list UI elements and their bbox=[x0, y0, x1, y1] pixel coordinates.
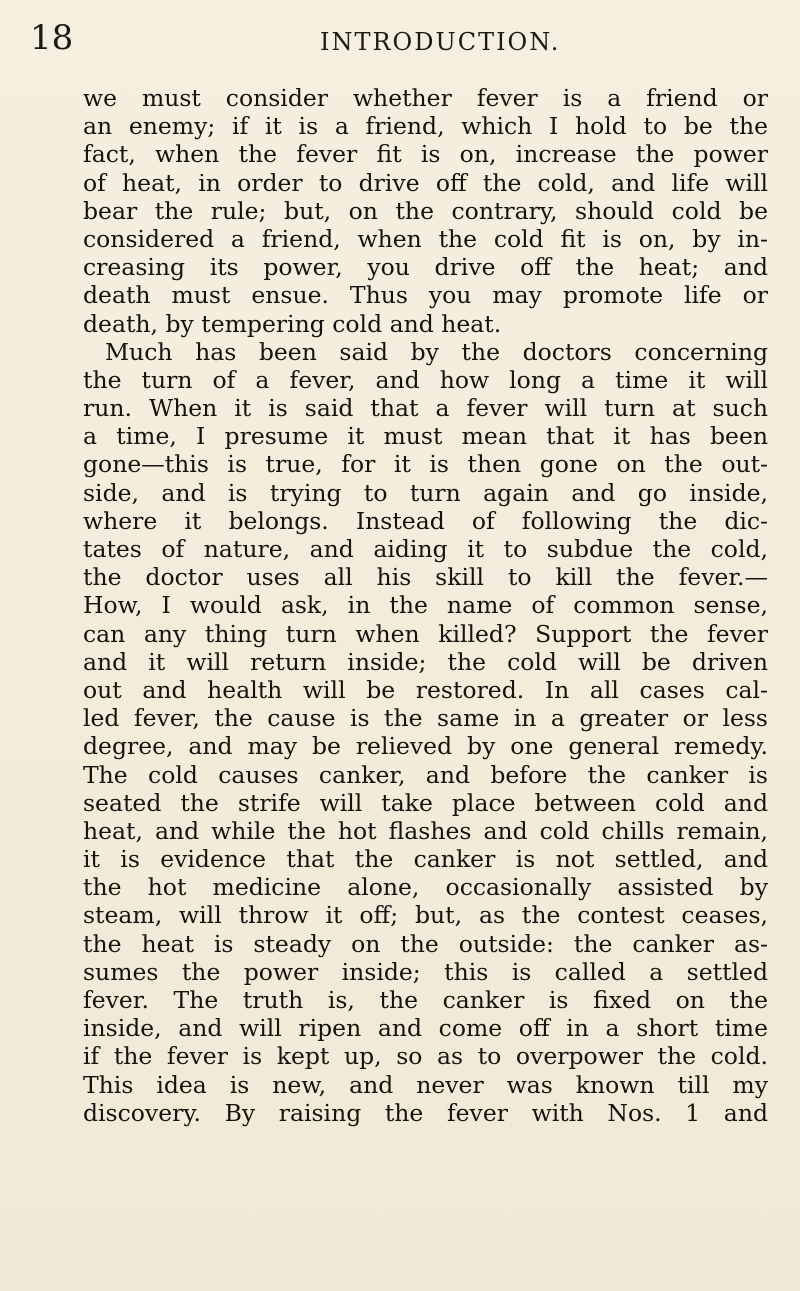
text-line: death must ensue. Thus you may promote life or bbox=[83, 281, 768, 310]
text-line: The cold causes canker, and before the canker is bbox=[83, 760, 768, 789]
text-line: and it will return inside; the cold will be driven bbox=[83, 647, 768, 676]
text-line: a time, I presume it must mean that it has been bbox=[83, 422, 768, 451]
text-line: seated the strife will take place between cold and bbox=[83, 788, 768, 817]
text-line: degree, and may be relieved by one general remedy. bbox=[83, 732, 768, 761]
text-line: can any thing turn when killed? Support the fever bbox=[83, 619, 768, 648]
text-line: How, I would ask, in the name of common sense, bbox=[83, 591, 768, 620]
text-line: led fever, the cause is the same in a greater or less bbox=[83, 704, 768, 733]
text-line: fact, when the fever fit is on, increase the power bbox=[83, 140, 768, 169]
text-line: fever. The truth is, the canker is fixed on the bbox=[83, 986, 768, 1014]
body-text bbox=[83, 84, 768, 1127]
text-line: if the fever is kept up, so as to overpower the cold. bbox=[83, 1042, 768, 1071]
text-line: side, and is trying to turn again and go inside, bbox=[83, 478, 768, 507]
text-line: of heat, in order to drive off the cold, and life will bbox=[83, 168, 768, 197]
text-line: run. When it is said that a fever will turn at such bbox=[83, 394, 768, 423]
text-line: considered a friend, when the cold fit is on, by in- bbox=[83, 224, 768, 253]
page-number: 18 bbox=[30, 18, 74, 58]
text-line: sumes the power inside; this is called a settled bbox=[83, 957, 768, 986]
text-line: an enemy; if it is a friend, which I hold to be the bbox=[83, 112, 768, 141]
text-line: tates of nature, and aiding it to subdue the cold, bbox=[83, 535, 768, 563]
text-line: the turn of a fever, and how long a time it will bbox=[83, 365, 768, 394]
text-line: bear the rule; but, on the contrary, should cold be bbox=[83, 196, 768, 225]
page-header bbox=[30, 18, 770, 58]
text-line: where it belongs. Instead of following the dic- bbox=[83, 506, 768, 535]
text-line: death, by tempering cold and heat. bbox=[83, 309, 502, 338]
text-line: creasing its power, you drive off the heat; and bbox=[83, 253, 768, 282]
text-line: gone—this is true, for it is then gone on the out- bbox=[83, 450, 768, 479]
text-line: out and health will be restored. In all cases cal- bbox=[83, 675, 768, 704]
text-line: we must consider whether fever is a friend or bbox=[83, 84, 768, 112]
text-line: This idea is new, and never was known till my bbox=[83, 1070, 768, 1099]
text-line: it is evidence that the canker is not settled, and bbox=[83, 845, 768, 874]
text-line: discovery. By raising the fever with Nos. 1 and bbox=[83, 1098, 768, 1127]
text-line: heat, and while the hot flashes and cold chills remain, bbox=[83, 816, 768, 845]
text-line: the doctor uses all his skill to kill the fever.— bbox=[83, 563, 768, 592]
running-head: INTRODUCTION. bbox=[320, 28, 561, 56]
text-line: the hot medicine alone, occasionally assisted by bbox=[83, 873, 768, 902]
text-line: steam, will throw it off; but, as the contest ceases, bbox=[83, 901, 768, 930]
text-line: Much has been said by the doctors concerning bbox=[105, 337, 768, 366]
text-line: the heat is steady on the outside: the canker as- bbox=[83, 929, 768, 958]
text-line: inside, and will ripen and come off in a short time bbox=[83, 1014, 768, 1043]
